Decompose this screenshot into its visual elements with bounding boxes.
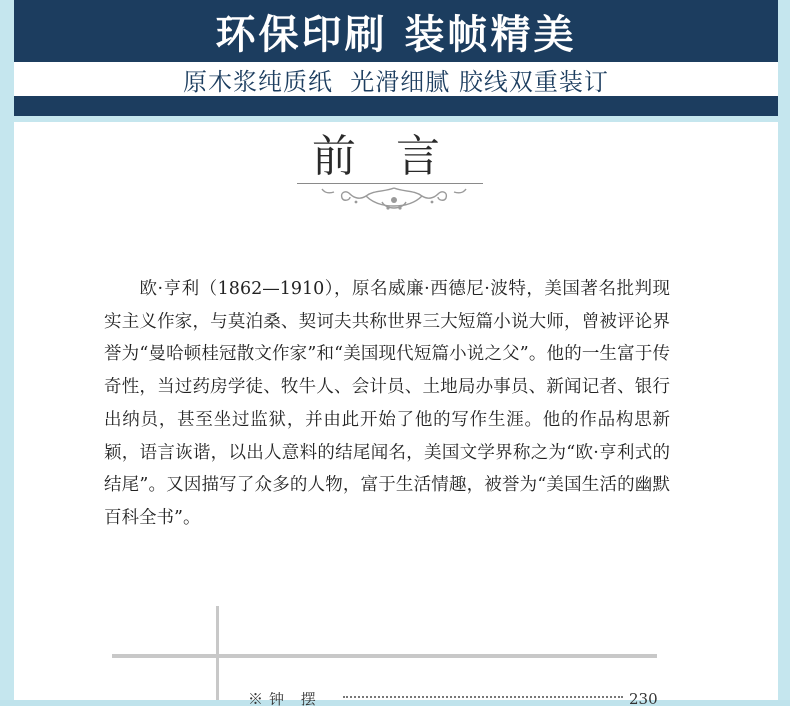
top-banner bbox=[14, 0, 778, 62]
preface-paragraph-text: 欧·亨利（1862—1910），原名威廉·西德尼·波特，美国著名批判现实主义作家，与莫泊桑、契诃夫共称世界三大短篇小说大师，曾被评论界誉为“曼哈顿桂冠散文作家”和“美国现代短篇小说之父”。他的一生富于传奇性，当过药房学徒、牧牛人、会计员、土地局办事员、新闻记者、银行出纳员，甚至坐过监狱，并由此开始了他的写作生涯。他的作品构思新颖，语言诙谐，以出人意料的结尾闻名，美国文学界称之为“欧·亨利式的结尾”。又因描写了众多的人物，富于生活情趣，被誉为“美国生活的幽默百科全书”。 bbox=[104, 279, 670, 528]
banner-bottom-bar bbox=[14, 96, 778, 116]
toc-entry-title: ※钟 摆 bbox=[248, 692, 322, 706]
ornament-icon bbox=[304, 180, 484, 214]
preface-page bbox=[14, 122, 778, 606]
contents-page bbox=[14, 606, 778, 706]
toc-entry-page: 230 bbox=[629, 692, 658, 706]
banner-title: 环保印刷 装帧精美 bbox=[215, 11, 577, 58]
spine-divider bbox=[216, 606, 219, 700]
banner-subtitle: 原木浆纯质纸 光滑细腻 胶线双重装订 bbox=[183, 67, 609, 96]
toc-entry bbox=[248, 692, 668, 706]
contents-divider bbox=[112, 654, 657, 658]
banner-subtitle-bar bbox=[14, 62, 778, 96]
preface-paragraph bbox=[104, 273, 670, 535]
toc-leader-dots bbox=[343, 696, 623, 698]
page-title: 前言 bbox=[312, 131, 480, 182]
